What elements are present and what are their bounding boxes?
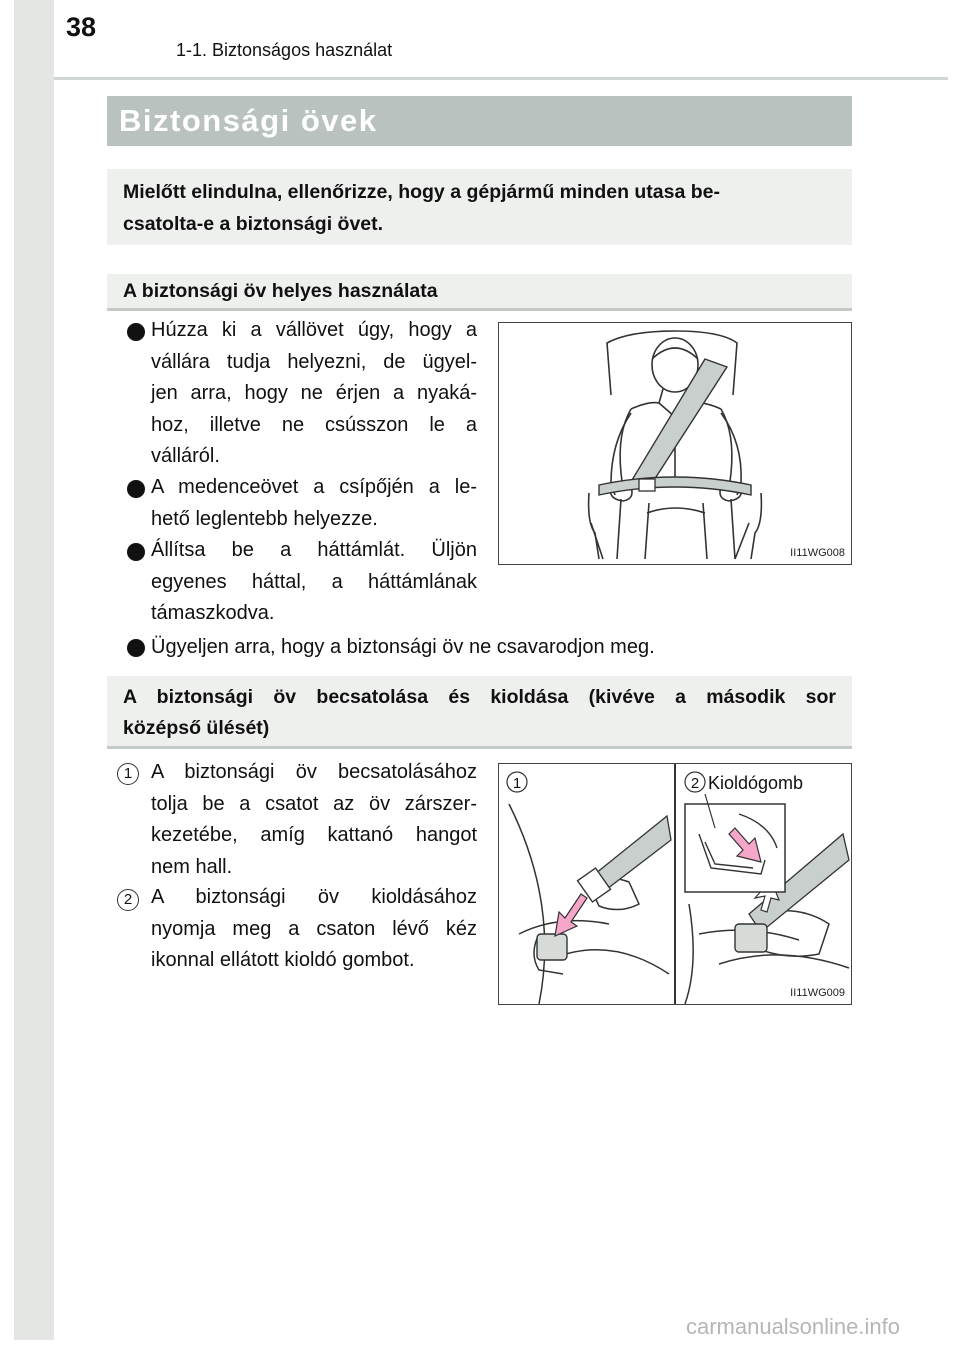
figure-label-1: 1 — [512, 775, 522, 792]
seated-person-drawing — [499, 323, 851, 564]
section-heading-text: A biztonsági öv becsatolása és kioldása (kivéve a második sor középső ülését) — [123, 686, 836, 739]
page-number: 38 — [66, 12, 97, 42]
step-text: A biztonsági öv becsatolásához tolja be a csatot az öv zárszer- kezetébe, amíg kattanó hangot nem hall. — [151, 761, 477, 878]
seatbelt-posture-illustration — [498, 322, 852, 565]
buckle-release-drawing — [499, 764, 851, 1004]
figure-code: II11WG008 — [790, 547, 845, 559]
callout-label: Kioldógomb — [708, 773, 804, 793]
intro-box — [107, 169, 852, 245]
bullet-text: Ügyeljen arra, hogy a biztonsági öv ne csavarodjon meg. — [151, 636, 655, 658]
bullet-icon — [127, 480, 145, 498]
step-number-badge: 1 — [117, 763, 139, 785]
step-number-badge: 2 — [117, 889, 139, 911]
section-heading-correct-use — [107, 274, 852, 311]
step-text: A biztonsági öv kioldásához nyomja meg a csaton lévő kéz ikonnal ellátott kioldó gombot. — [151, 886, 477, 971]
intro-text: Mielőtt elindulna, ellenőrizze, hogy a gépjármű minden utasa be- csatolta-e a biztonsági övet. — [123, 181, 721, 235]
bullet-text: Állítsa be a háttámlát. Üljön egyenes háttal, a háttámlának támaszkodva. — [151, 539, 477, 624]
watermark: carmanualsonline.info — [685, 1314, 900, 1339]
buckle-release-illustration — [498, 763, 852, 1005]
header-rule — [54, 77, 948, 80]
bullet-icon — [127, 323, 145, 341]
title-bar — [107, 96, 852, 146]
figure-label-2: 2 — [690, 775, 700, 792]
running-header: 1-1. Biztonságos használat — [176, 40, 393, 60]
section-heading-buckle-release — [107, 676, 852, 749]
section-heading-text: A biztonsági öv helyes használata — [123, 280, 438, 302]
figure-code: II11WG009 — [790, 987, 845, 999]
page-title: Biztonsági övek — [119, 103, 378, 138]
bullet-icon — [127, 543, 145, 561]
bullet-text: Húzza ki a vállövet úgy, hogy a vállára tudja helyezni, de ügyel- jen arra, hogy ne érjen a nyaká- hoz, illetve ne csússzon le a válláról. — [151, 319, 477, 467]
bullet-icon — [127, 639, 145, 657]
bullet-text: A medenceövet a csípőjén a le- hető leglentebb helyezze. — [151, 476, 477, 530]
side-margin-band — [14, 0, 54, 1340]
